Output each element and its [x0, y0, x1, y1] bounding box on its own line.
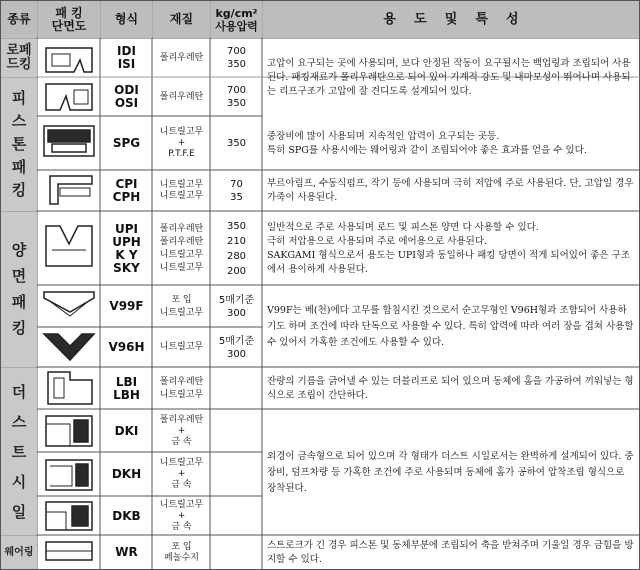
- seal-section-icon: [46, 84, 92, 110]
- description-lb: 잔량의 기름을 긁어낼 수 있는 더블리프로 되어 있으며 동체에 홈을 가공하여 끼워넣는 형식으로 조립이 간단하다.: [267, 375, 634, 401]
- description-rod: 고압이 요구되는 곳에 사용되며, 보다 안정된 작동이 요구될시는 백업링과 조립되어 사용된다. 패킹재료가 폴리우레탄으로 되어 있어 기계적 강도 및 내마모성이 뛰어나며 사용되는 리프구조가 고압에 잘 견디도록 설계되어 있다.: [267, 57, 631, 97]
- material-lbi: 폴리우레탄 니트릴고무: [159, 376, 204, 400]
- description-up: 일반적으로 주로 사용되며 로드 및 피스톤 양면 다 사용할 수 있다. 극히 저압용으로 사용되며 주로 에어용으로 사용된다. SAKGAMI 형식으로서 용도는 UPI형과 동일하나 패킹 당면이 적게 되어있어 좋은 구조에서 용이하게 사용된다.: [267, 221, 630, 275]
- pressure-odi: 700 350: [226, 85, 247, 109]
- material-v96h: 니트릴고무: [159, 342, 204, 352]
- model-dkb: DKB: [112, 508, 141, 523]
- model-odi: ODI OSI: [114, 83, 139, 110]
- header-pressure-label: 사용압력: [215, 19, 258, 33]
- model-dkh: DKH: [111, 467, 142, 481]
- seal-section-icon: [44, 126, 94, 156]
- material-dkh: 니트릴고무 + 금 속: [159, 458, 204, 490]
- category-dust: 더 스 트 시 일: [1, 368, 37, 535]
- pressure-spg: 350: [226, 138, 247, 149]
- pressure-v99f: 5매기준 300: [218, 294, 255, 319]
- category-wear: 웨어링: [1, 536, 37, 569]
- model-wr: WR: [115, 545, 138, 559]
- model-v99f: V99F: [109, 299, 144, 313]
- seal-section-icon: [46, 416, 92, 446]
- model-spg: SPG: [112, 136, 141, 150]
- pressure-upi: 350 210 280 200: [226, 220, 247, 277]
- material-idi: 폴리우레탄: [159, 52, 204, 63]
- seal-section-icon: [44, 334, 94, 360]
- description-spg: 중장비에 많이 사용되며 지속적인 압력이 요구되는 곳등. 특히 SPG를 사용시에는 웨어링과 같이 조립되어야 좋은 효과를 얻을 수 있다.: [267, 130, 587, 156]
- seal-section-icon: [44, 292, 94, 316]
- model-upi: UPI UPH K Y SKY: [112, 221, 141, 275]
- model-lbi: LBI LBH: [113, 374, 140, 402]
- seal-section-icon: [46, 226, 92, 266]
- seal-section-icon: [46, 502, 92, 530]
- material-spg: 니트릴고무 + P.T.F.E: [159, 127, 204, 159]
- material-v99f: 포 입 니트릴고무: [159, 294, 204, 318]
- category-piston: 피 스 톤 패 킹: [1, 78, 37, 211]
- material-odi: 폴리우레탄: [159, 91, 204, 102]
- description-v99: V99F는 베(천)에다 고무를 합침시킨 것으로서 순고무형인 V96H형과 조합되어 사용하기도 하며 조건에 따라 단독으로 사용할 수 있다. 특히 압력에 따라 여러 장을 겹쳐 사용할 수 있어서 가혹한 조건에도 사용할 수 있다.: [267, 304, 634, 348]
- pressure-cpi: 70 35: [230, 179, 243, 203]
- header-model: 형식: [101, 1, 152, 38]
- material-dki: 폴리우레탄 + 금 속: [159, 414, 204, 447]
- description-dk: 외경이 금속형으로 되어 있으며 각 형태가 더스트 시일로서는 완벽하게 설계되어 있다. 중장비, 덤프차량 등 가혹한 조건에 주로 사용되며 동체에 홈가 공하여 압착조립 형식으로 장착된다.: [267, 450, 634, 494]
- category-rod: 로페 드킹: [1, 39, 37, 77]
- header-section: 패 킹 단면도: [38, 1, 100, 38]
- material-wr: 포 입 페놀수지: [164, 541, 199, 563]
- model-cpi: CPI CPH: [112, 177, 141, 204]
- seal-section-icon: [48, 372, 92, 404]
- seal-section-icon: [50, 176, 92, 204]
- seal-section-icon: [46, 460, 92, 490]
- header-type: 종류: [1, 1, 37, 38]
- header-pressure-unit: kg/cm²: [215, 6, 258, 20]
- description-cp: 부르아림프, 수동식펌프, 작기 등에 사용되며 극히 저압에 주로 사용된다. 단, 고압일 경우 가죽이 사용된다.: [267, 178, 634, 203]
- model-idi: IDI ISI: [117, 44, 136, 71]
- seal-section-icon: [46, 542, 92, 560]
- seal-section-icon: [46, 48, 92, 72]
- pressure-v96h: 5매기준 300: [218, 335, 255, 360]
- pressure-idi: 700 350: [226, 46, 247, 70]
- description-wr: 스트로크가 긴 경우 피스톤 및 동체부분에 조립되어 축을 받쳐주며 기울일 경우 금힘을 방지할 수 있다.: [267, 539, 634, 565]
- header-use: 용 도 및 특 성: [263, 1, 639, 38]
- header-material: 재질: [153, 1, 210, 38]
- model-dki: DKI: [114, 423, 139, 438]
- material-upi: 폴리우레탄 폴리우레탄 니트릴고무 니트릴고무: [159, 223, 204, 273]
- category-double: 양 면 패 킹: [1, 212, 37, 367]
- material-dkb: 니트릴고무 + 금 속: [159, 499, 204, 532]
- material-cpi: 니트릴고무 니트릴고무: [159, 180, 204, 201]
- model-v96h: V96H: [108, 340, 145, 354]
